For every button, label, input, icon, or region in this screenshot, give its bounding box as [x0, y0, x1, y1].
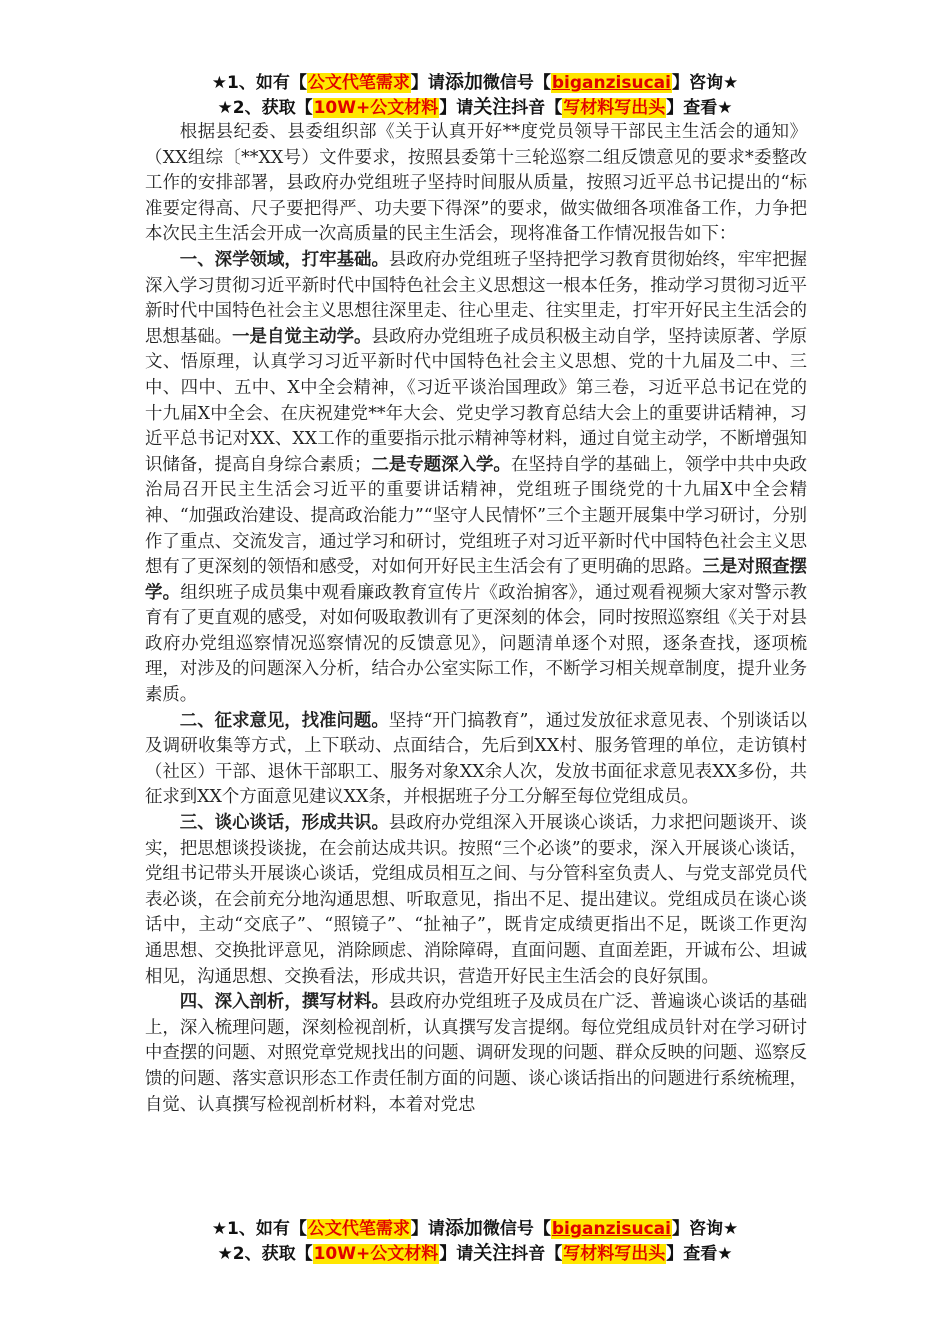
promo-highlight: 公文代笔需求 — [307, 1219, 410, 1239]
section-2-heading: 二、征求意见，找准问题。 — [179, 710, 389, 731]
promo-line-1: ★1、如有【公文代笔需求】请添加微信号【biganzisucai】咨询★ — [211, 1217, 739, 1239]
section-2-paragraph: 二、征求意见，找准问题。坚持“开门搞教育”，通过发放征求意见表、个别谈话以及调研收集等方式，上下联动、点面结合，先后到XX村、服务管理的单位，走访镇村（社区）干部、退休干部职工、服务对象XX余人次，发放书面征求意见表XX多份，共征求到XX个方面意见建议XX条，并根据班子分工分解至每位党组成员。 — [145, 710, 807, 808]
wechat-id[interactable]: biganzisucai — [551, 73, 671, 93]
wechat-id[interactable]: biganzisucai — [551, 1219, 671, 1239]
subpoint-3-heading: 三是对照查摆学。 — [145, 557, 807, 603]
section-3-paragraph: 三、谈心谈话，形成共识。县政府办党组深入开展谈心谈话，力求把问题谈开、谈实，把思想谈投谈拢，在会前达成共识。按照“三个必谈”的要求，深入开展谈心谈话，党组书记带头开展谈心谈话，党组成员相互之间、与分管科室负责人、与党支部党员代表必谈，在会前充分地沟通思想、听取意见，指出不足、提出建议。党组成员在谈心谈话中，主动“交底子”、“照镜子”、“扯袖子”，既肯定成绩更指出不足，既谈工作更沟通思想、交换批评意见，消除顾虑、消除障碍，直面问题、直面差距，开诚布公、坦诚相见，沟通思想、交换看法，形成共识，营造开好民主生活会的良好氛围。 — [145, 813, 807, 987]
promo-highlight: 公文代笔需求 — [307, 73, 410, 93]
promo-line-1: ★1、如有【公文代笔需求】请添加微信号【biganzisucai】咨询★ — [211, 71, 739, 93]
douyin-id[interactable]: 写材料写出头 — [563, 1244, 666, 1264]
section-1-heading: 一、深学领域，打牢基础。 — [179, 249, 389, 270]
section-3-heading: 三、谈心谈话，形成共识。 — [179, 813, 389, 834]
promo-line-2: ★2、获取【10W+公文材料】请关注抖音【写材料写出头】查看★ — [217, 1242, 733, 1264]
subpoint-1-heading: 一是自觉主动学。 — [232, 326, 372, 347]
section-4-paragraph: 四、深入剖析，撰写材料。县政府办党组班子及成员在广泛、普遍谈心谈话的基础上，深入梳理问题，深刻检视剖析，认真撰写发言提纲。每位党组成员针对在学习研讨中查摆的问题、对照党章党规找出的问题、调研发现的问题、群众反映的问题、巡察反馈的问题、落实意识形态工作责任制方面的问题、谈心谈话指出的问题进行系统梳理，自觉、认真撰写检视剖析材料，本着对党忠 — [145, 992, 807, 1115]
bottom-promo-banner — [0, 1216, 950, 1266]
section-1-paragraph: 一、深学领域，打牢基础。县政府办党组班子坚持把学习教育贯彻始终，牢牢把握深入学习贯彻习近平新时代中国特色社会主义思想这一根本任务，推动学习贯彻习近平新时代中国特色社会主义思想往深里走、往心里走、往实里走，打牢开好民主生活会的思想基础。一是自觉主动学。县政府办党组班子成员积极主动自学，坚持读原著、学原文、悟原理，认真学习习近平新时代中国特色社会主义思想、党的十九届及二中、三中、四中、五中、X中全会精神，《习近平谈治国理政》第三卷，习近平总书记在党的十九届X中全会、在庆祝建党**年大会、党史学习教育总结大会上的重要讲话精神，习近平总书记对XX、XX工作的重要指示批示精神等材料，通过自觉主动学，不断增强知识储备，提高自身综合素质；二是专题深入学。在坚持自学的基础上，领学中共中央政治局召开民主生活会习近平的重要讲话精神，党组班子围绕党的十九届X中全会精神、“加强政治建设、提高政治能力”“坚守人民情怀”三个主题开展集中学习研讨，分别作了重点、交流发言，通过学习和研讨，党组班子对习近平新时代中国特色社会主义思想有了更深刻的领悟和感受，对如何开好民主生活会有了更明确的思路。三是对照查摆学。组织班子成员集中观看廉政教育宣传片《政治掮客》，通过观看视频大家对警示教育有了更直观的感受，对如何吸取教训有了更深刻的体会，同时按照巡察组《关于对县政府办党组巡察情况巡察情况的反馈意见》，问题清单逐个对照，逐条查找，逐项梳理，对涉及的问题深入分析，结合办公室实际工作，不断学习相关规章制度，提升业务素质。 — [145, 249, 807, 706]
document-body — [145, 120, 807, 1118]
promo-highlight: 10W+公文材料 — [313, 1244, 439, 1264]
section-4-heading: 四、深入剖析，撰写材料。 — [179, 992, 389, 1013]
douyin-id[interactable]: 写材料写出头 — [563, 98, 666, 118]
intro-paragraph: 根据县纪委、县委组织部《关于认真开好**度党员领导干部民主生活会的通知》（XX组综〔**XX号）文件要求，按照县委第十三轮巡察二组反馈意见的要求*委整改工作的安排部署，县政府办党组班子坚持时间服从质量，按照习近平总书记提出的“标准要定得高、尺子要把得严、功夫要下得深”的要求，做实做细各项准备工作，力争把本次民主生活会开成一次高质量的民主生活会，现将准备工作情况报告如下： — [145, 122, 807, 245]
top-promo-banner — [0, 70, 950, 120]
promo-line-2: ★2、获取【10W+公文材料】请关注抖音【写材料写出头】查看★ — [217, 96, 733, 118]
promo-highlight: 10W+公文材料 — [313, 98, 439, 118]
subpoint-2-heading: 二是专题深入学。 — [371, 454, 511, 475]
